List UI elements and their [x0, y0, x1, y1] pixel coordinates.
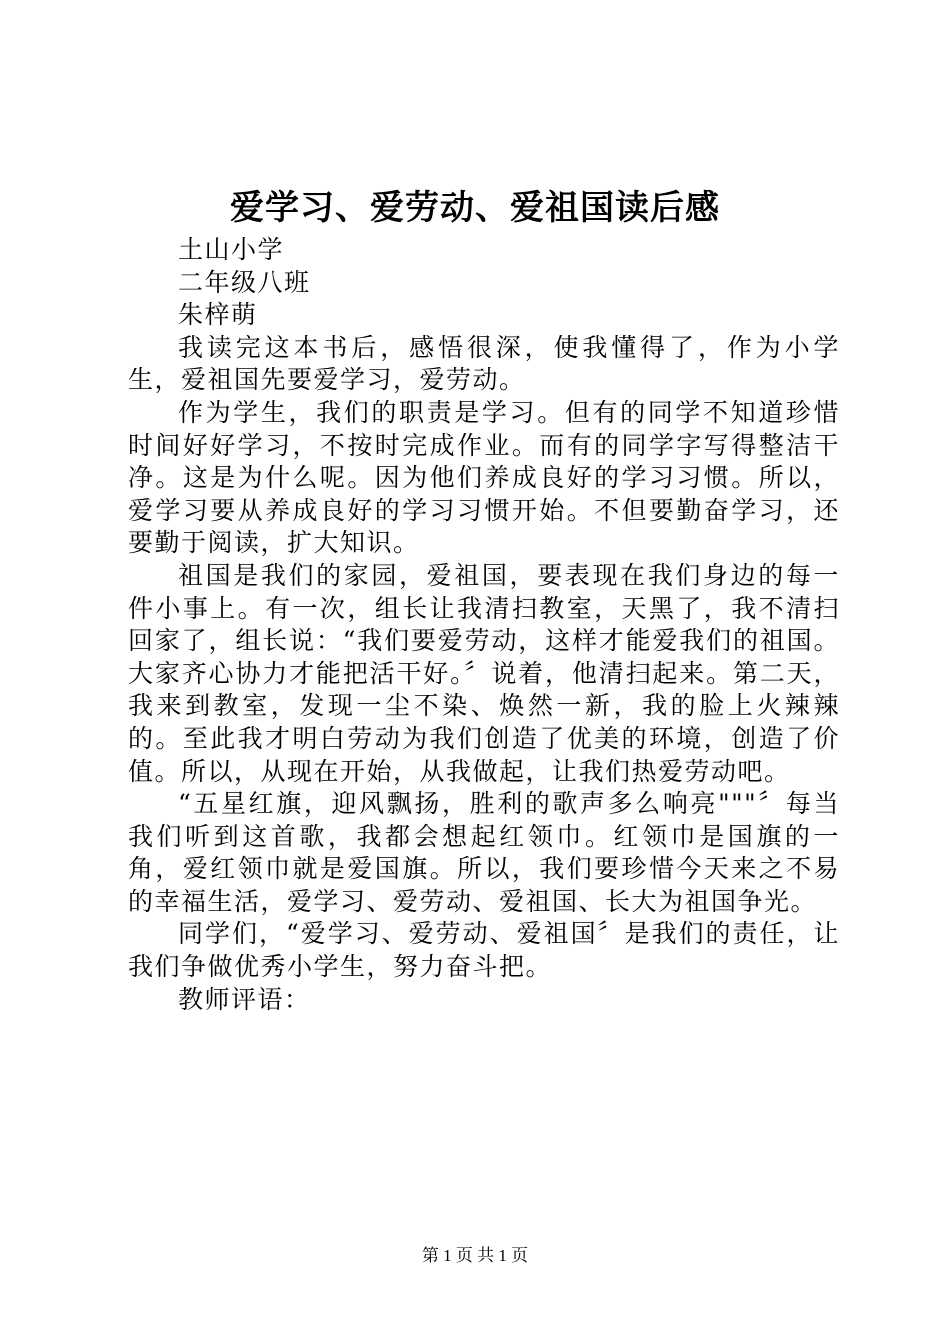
page-number: 第 1 页 共 1 页: [421, 1246, 529, 1265]
paragraph: “五星红旗，迎风飘扬，胜利的歌声多么响亮"""〞每当我们听到这首歌，我都会想起红领巾。红领巾是国旗的一角，爱红领巾就是爱国旗。所以，我们要珍惜今天来之不易的幸福生活，爱学习、爱劳动、爱祖国、长大为祖国争光。: [128, 789, 840, 916]
document-body: [128, 234, 840, 1016]
paragraph: 同学们，“爱学习、爱劳动、爱祖国〞是我们的责任，让我们争做优秀小学生，努力奋斗把。: [128, 919, 840, 982]
document-title: 爱学习、爱劳动、爱祖国读后感: [230, 188, 720, 228]
school-name: 土山小学: [178, 235, 285, 264]
paragraph: 我读完这本书后，感悟很深，使我懂得了，作为小学生，爱祖国先要爱学习，爱劳动。: [128, 332, 840, 395]
paragraph: 祖国是我们的家园，爱祖国，要表现在我们身边的每一件小事上。有一次，组长让我清扫教室，天黑了，我不清扫回家了，组长说：“我们要爱劳动，这样才能爱我们的祖国。大家齐心协力才能把活干好。〞说着，他清扫起来。第二天，我来到教室，发现一尘不染、焕然一新，我的脸上火辣辣的。至此我才明白劳动为我们创造了优美的环境，创造了价值。所以，从现在开始，从我做起，让我们热爱劳动吧。: [128, 560, 840, 786]
paragraph: 作为学生，我们的职责是学习。但有的同学不知道珍惜时间好好学习，不按时完成作业。而有的同学字写得整洁干净。这是为什么呢。因为他们养成良好的学习习惯。所以，爱学习要从养成良好的学习习惯开始。不但要勤奋学习，还要勤于阅读，扩大知识。: [128, 397, 840, 558]
author-name: 朱梓萌: [178, 300, 258, 330]
teacher-comment-label: 教师评语：: [178, 984, 311, 1014]
class-name: 二年级八班: [178, 267, 311, 297]
